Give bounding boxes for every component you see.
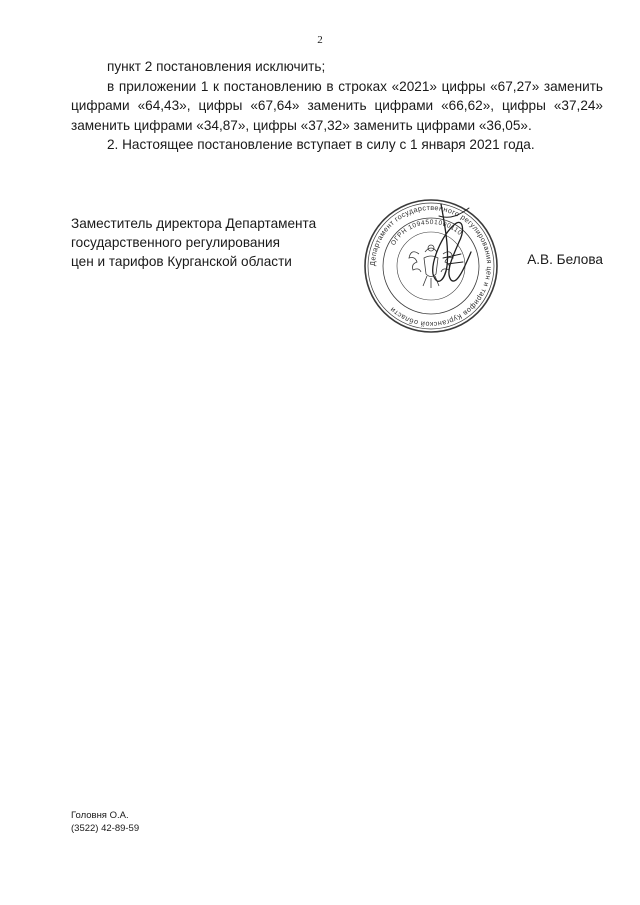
position-line: цен и тарифов Курганской области xyxy=(71,254,292,269)
executor-name: Головня О.А. xyxy=(71,810,129,821)
paragraph-effective-date: 2. Настоящее постановление вступает в силу с 1 января 2021 года. xyxy=(107,137,535,152)
signatory-position xyxy=(71,214,316,271)
executor-footer xyxy=(71,809,139,835)
signatory-name: А.В. Белова xyxy=(527,252,603,267)
document-body xyxy=(71,57,603,155)
paragraph-item-exclusion: пункт 2 постановления исключить; xyxy=(107,59,326,74)
page-number: 2 xyxy=(317,34,323,46)
executor-phone: (3522) 42-89-59 xyxy=(71,823,140,834)
paragraph-appendix-changes: в приложении 1 к постановлению в строках «2021» цифры «67,27» заменить цифрами «64,43», цифры «67,64» заменить цифрами «66,62», цифры «37,24» заменить цифрами «34,87», цифры «37,32» заменить цифрами «36,05». xyxy=(71,78,603,133)
stamp-outer-text: Департамент государственного регулирования цен и тарифов Курганской области xyxy=(367,202,495,330)
position-line: государственного регулирования xyxy=(71,235,280,250)
stamp-inner-text: ОГРН 1094501000110 xyxy=(389,218,464,247)
signature-block xyxy=(71,202,603,334)
position-line: Заместитель директора Департамента xyxy=(71,216,317,231)
official-seal-stamp xyxy=(361,196,501,336)
